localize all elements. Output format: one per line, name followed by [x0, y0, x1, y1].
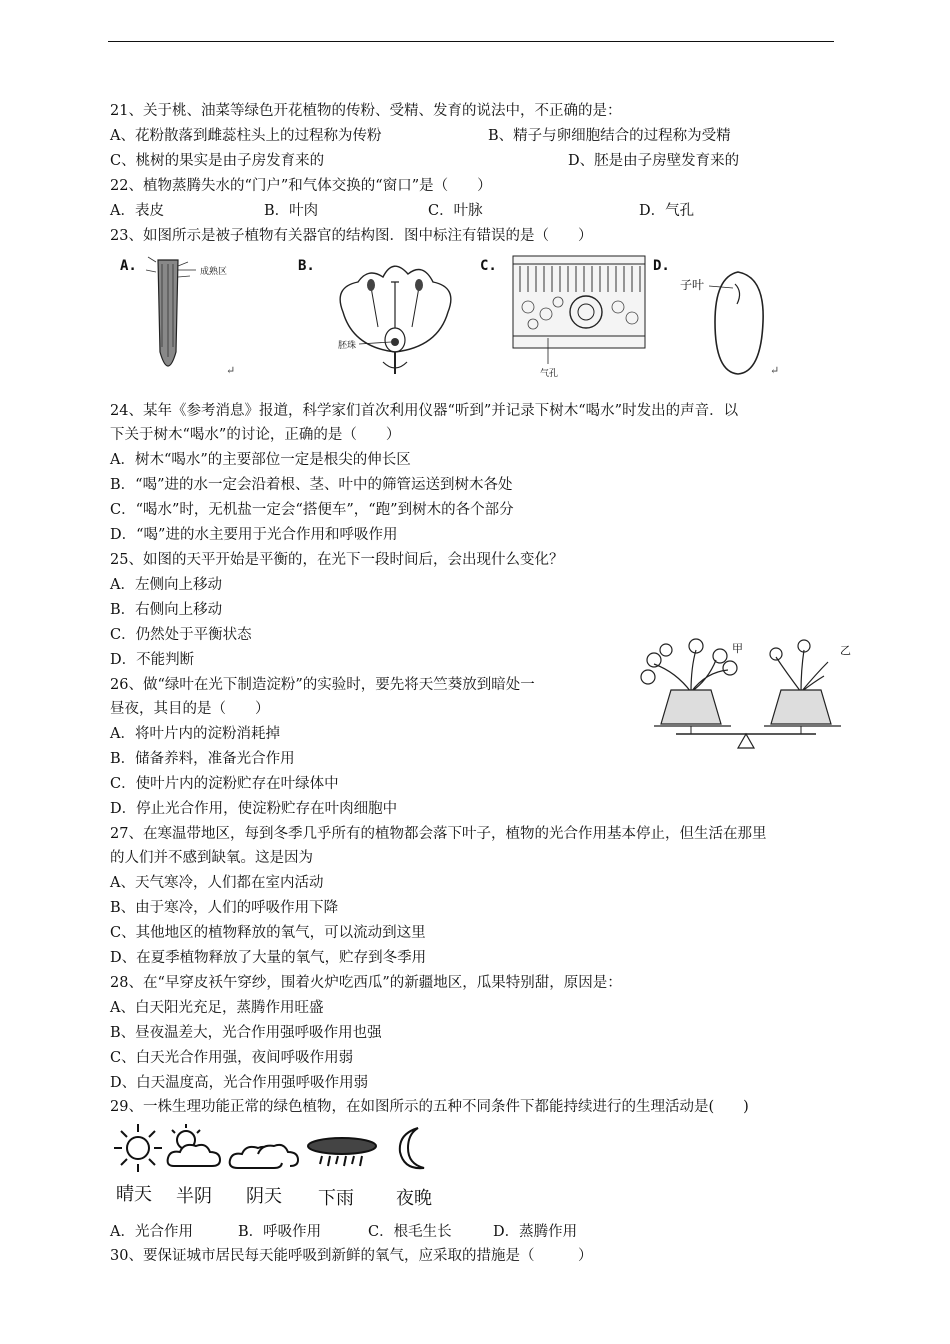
q27-option-b: B、由于寒冷，人们的呼吸作用下降 [110, 900, 339, 916]
q22-option-d: D．气孔 [639, 203, 695, 219]
q21-option-b: B、精子与卵细胞结合的过程称为受精 [488, 128, 731, 144]
label-yi: 乙 [840, 644, 851, 657]
q30-stem: 30、要保证城市居民每天能呼吸到新鲜的氧气，应采取的措施是（ ） [110, 1248, 593, 1264]
q29-option-b: B．呼吸作用 [238, 1224, 322, 1240]
q24-stem-line2: 下关于树木“喝水”的讨论，正确的是（ ） [110, 427, 401, 443]
q28-option-a: A、白天阳光充足，蒸腾作用旺盛 [110, 1000, 324, 1016]
label-chengshuqu: 成熟区 [200, 267, 228, 277]
q23-stem: 23、如图所示是被子植物有关器官的结构图．图中标注有错误的是（ ） [110, 228, 593, 244]
q22-option-c: C．叶脉 [428, 203, 483, 219]
partly-cloudy-icon [168, 1124, 220, 1166]
q27-option-d: D、在夏季植物释放了大量的氧气，贮存到冬季用 [110, 950, 427, 966]
cloudy-icon [230, 1145, 298, 1168]
q21-option-a: A、花粉散落到雌蕊柱头上的过程称为传粉 [110, 128, 382, 144]
q27-stem-line2: 的人们并不感到缺氧。这是因为 [110, 850, 313, 866]
q29-option-a: A．光合作用 [110, 1224, 193, 1240]
q28-option-b: B、昼夜温差大，光合作用强呼吸作用也强 [110, 1025, 382, 1041]
label-ziye: 子叶 [680, 278, 705, 292]
q22-stem: 22、植物蒸腾失水的“门户”和气体交换的“窗口”是（ ） [110, 178, 492, 194]
q22-option-b: B．叶肉 [264, 203, 319, 219]
return-mark: ↵ [226, 364, 236, 377]
q26-stem-line2: 昼夜，其目的是（ ） [110, 701, 270, 717]
q23-figure [108, 252, 788, 387]
q25-option-d: D．不能判断 [110, 652, 195, 668]
q28-option-c: C、白天光合作用强，夜间呼吸作用弱 [110, 1050, 354, 1066]
flower-drawing [323, 252, 468, 382]
q21-stem: 21、关于桃、油菜等绿色开花植物的传粉、受精、发育的说法中，不正确的是： [110, 103, 622, 119]
weather-label-sunny: 晴天 [116, 1184, 152, 1205]
q29-option-d: D．蒸腾作用 [493, 1224, 578, 1240]
q24-option-c: C．“喝水”时，无机盐一定会“搭便车”，“跑”到树木的各个部分 [110, 502, 514, 518]
moon-icon [400, 1128, 424, 1168]
q25-stem: 25、如图的天平开始是平衡的，在光下一段时间后，会出现什么变化？ [110, 552, 564, 568]
q24-option-a: A．树木“喝水”的主要部位一定是根尖的伸长区 [110, 452, 411, 468]
q24-option-d: D．“喝”进的水主要用于光合作用和呼吸作用 [110, 527, 398, 543]
q25-option-c: C．仍然处于平衡状态 [110, 627, 252, 643]
seed-drawing [703, 262, 773, 382]
leaf-section-drawing [508, 252, 653, 382]
q24-stem-line1: 24、某年《参考消息》报道，科学家们首次利用仪器“听到”并记录下树木“喝水”时发出的声音．以 [110, 403, 739, 419]
q22-option-a: A．表皮 [110, 203, 164, 219]
return-mark: ↵ [770, 364, 780, 377]
q26-option-b: B．储备养料，准备光合作用 [110, 751, 295, 767]
q29-option-c: C．根毛生长 [368, 1224, 452, 1240]
label-peizhu: 胚珠 [338, 341, 357, 351]
fig-label-a: A. [120, 258, 137, 274]
q24-option-b: B．“喝”进的水一定会沿着根、茎、叶中的筛管运送到树木各处 [110, 477, 513, 493]
q26-option-a: A．将叶片内的淀粉消耗掉 [110, 726, 280, 742]
fig-label-b: B. [298, 258, 315, 274]
q27-option-c: C、其他地区的植物释放的氧气，可以流动到这里 [110, 925, 426, 941]
q21-option-c: C、桃树的果实是由子房发育来的 [110, 153, 325, 169]
rain-icon [308, 1138, 376, 1166]
q26-stem-line1: 26、做“绿叶在光下制造淀粉”的实验时，要先将天竺葵放到暗处一 [110, 677, 535, 693]
label-qikong: 气孔 [540, 369, 559, 379]
q26-option-d: D．停止光合作用，使淀粉贮存在叶肉细胞中 [110, 801, 398, 817]
q28-option-d: D、白天温度高，光合作用强呼吸作用弱 [110, 1075, 369, 1091]
weather-label-night: 夜晚 [396, 1188, 432, 1209]
q21-option-d: D、胚是由子房壁发育来的 [568, 153, 740, 169]
q29-stem: 29、一株生理功能正常的绿色植物，在如图所示的五种不同条件下都能持续进行的生理活动是( ) [110, 1099, 749, 1115]
header-rule [108, 41, 834, 42]
balance-figure [636, 632, 856, 752]
weather-figure [108, 1120, 448, 1212]
q27-stem-line1: 27、在寒温带地区，每到冬季几乎所有的植物都会落下叶子，植物的光合作用基本停止，但生活在那里 [110, 826, 767, 842]
weather-label-partly-cloudy: 半阴 [176, 1186, 212, 1207]
q26-option-c: C．使叶片内的淀粉贮存在叶绿体中 [110, 776, 339, 792]
q25-option-b: B．右侧向上移动 [110, 602, 223, 618]
q28-stem: 28、在“早穿皮袄午穿纱，围着火炉吃西瓜”的新疆地区，瓜果特别甜，原因是： [110, 975, 622, 991]
q25-option-a: A．左侧向上移动 [110, 577, 222, 593]
weather-icons [108, 1120, 448, 1180]
fig-label-d: D. [653, 258, 670, 274]
weather-label-rain: 下雨 [318, 1188, 354, 1209]
weather-label-cloudy: 阴天 [246, 1186, 282, 1207]
sun-icon [114, 1124, 162, 1172]
q27-option-a: A、天气寒冷，人们都在室内活动 [110, 875, 324, 891]
balance-drawing [636, 632, 856, 752]
label-jia: 甲 [732, 642, 743, 655]
fig-label-c: C. [480, 258, 497, 274]
